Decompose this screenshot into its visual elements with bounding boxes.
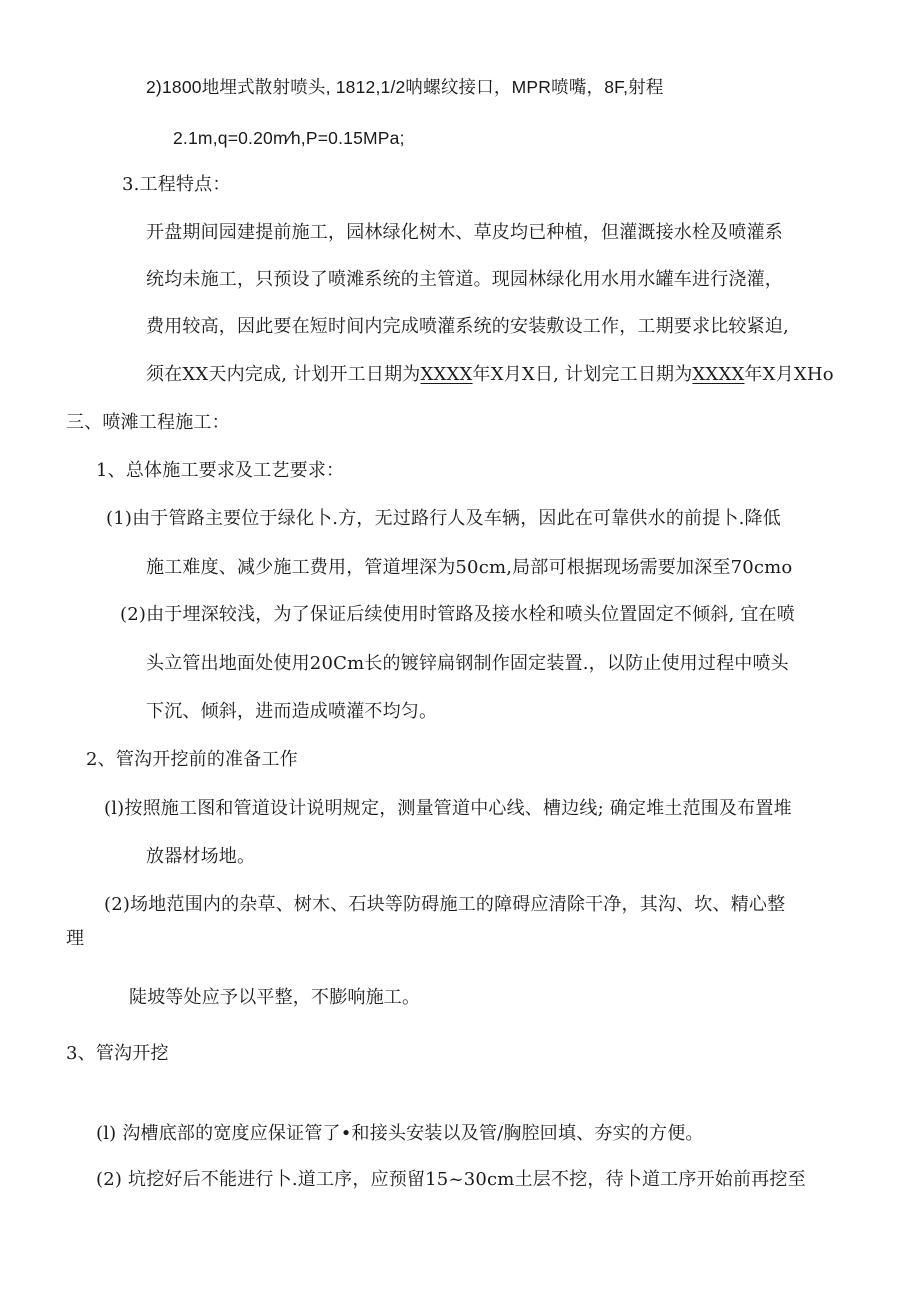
list-item-prep-2: (2)场地范围内的杂草、树木、石块等防碍施工的障碍应清除干净，其沟、坎、精心整 xyxy=(104,894,786,915)
list-item-2: (2)由于埋深较浅，为了保证后续使用时管路及接水栓和喷头位置固定不倾斜, 宜在喷 xyxy=(120,604,795,625)
spec-line-params: 2.1m,q=0.20m∕h,P=0.15MPa; xyxy=(173,128,405,148)
section-heading-project-features: 3.工程特点： xyxy=(122,174,231,195)
section-heading-general-requirements: 1、总体施工要求及工艺要求： xyxy=(96,460,345,481)
text-span: 年X月X日, 计划完工日期为 xyxy=(472,364,693,385)
text-span: 须在XX天内完成, 计划开工日期为 xyxy=(146,364,421,385)
list-item-prep-2-continued: 陡坡等处应予以平整，不膨响施工。 xyxy=(129,987,421,1008)
section-heading-trench-excavation: 3、管沟开挖 xyxy=(66,1043,169,1064)
underlined-year-start: XXXX xyxy=(420,364,473,385)
list-item-2-continued: 下沉、倾斜，进而造成喷灌不均匀。 xyxy=(146,701,438,722)
underlined-year-end: XXXX xyxy=(692,364,745,385)
section-heading-trench-preparation: 2、管沟开挖前的准备工作 xyxy=(86,749,298,770)
list-item-prep-1-continued: 放器材场地。 xyxy=(146,846,256,867)
paragraph-line: 统均未施工，只预设了喷滩系统的主管道。现园林绿化用水用水罐车进行浇灌， xyxy=(146,269,783,290)
list-item-2-continued: 头立管出地面处使用20Cm长的镀锌扁钢制作固定装置.，以防止使用过程中喷头 xyxy=(146,653,789,674)
paragraph-line: 费用较高，因此要在短时间内完成喷灌系统的安装敷设工作，工期要求比较紧迫, xyxy=(146,316,789,337)
chapter-heading-construction: 三、喷滩工程施工： xyxy=(66,412,230,433)
list-item-prep-2-wrap: 理 xyxy=(66,928,85,949)
paragraph-line: 开盘期间园建提前施工，园林绿化树木、草皮均已种植，但灌溉接水栓及喷灌系 xyxy=(146,222,783,243)
paragraph-line-dates xyxy=(146,363,834,387)
spec-line-sprinkler: 2)1800地埋式散射喷头, 1812,1/2呐螺纹接口，MPR喷嘴，8F,射程 xyxy=(146,77,664,97)
list-item-prep-1: (l)按照施工图和管道设计说明规定，测量管道中心线、槽边线; 确定堆土范围及布置堆 xyxy=(104,798,792,819)
text-span: 年X月XHo xyxy=(744,364,834,385)
list-item-1: (1)由于管路主要位于绿化卜.方，无过路行人及车辆，因此在可靠供水的前提卜.降低 xyxy=(106,508,781,529)
list-item-excavation-2: (2) 坑挖好后不能进行卜.道工序，应预留15~30cm土层不挖，待卜道工序开始前再挖至 xyxy=(96,1169,806,1190)
list-item-1-continued: 施工难度、减少施工费用，管道埋深为50cm,局部可根据现场需要加深至70cmo xyxy=(146,557,793,578)
list-item-excavation-1: (l) 沟槽底部的宽度应保证管了•和接头安装以及管/胸腔回填、夯实的方便。 xyxy=(96,1123,704,1144)
